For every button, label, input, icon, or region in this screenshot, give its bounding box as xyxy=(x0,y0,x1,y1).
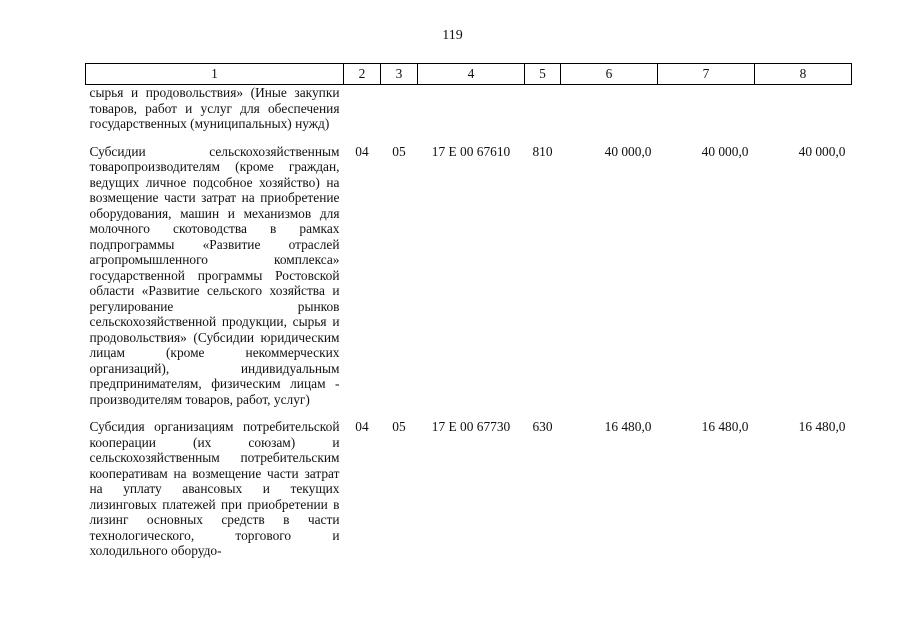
row-description: сырья и продовольствия» (Иные закупки товаров, работ и услуг для обеспечения государственных (муниципальных) нужд) xyxy=(89,85,340,131)
table-header xyxy=(86,64,852,85)
row-subsection-code xyxy=(381,85,418,138)
column-header-7: 7 xyxy=(658,64,755,85)
column-header-1: 1 xyxy=(86,64,344,85)
row-expense-type xyxy=(525,85,561,138)
budget-table xyxy=(85,63,852,565)
column-header-8: 8 xyxy=(755,64,852,85)
row-subsection-code: 05 xyxy=(392,143,406,159)
header-row xyxy=(86,64,852,85)
column-header-5: 5 xyxy=(525,64,561,85)
row-description: Субсидия организациям потребительской кооперации (их союзам) и сельскохозяйственным потребительским кооперативам на возмещение части затрат на уплату авансовых и текущих лизинговых платежей при приобретении в лизинг основных средств в части технологического, торгового и холодильного оборудо- xyxy=(89,419,340,558)
row-expense-type: 630 xyxy=(532,419,553,434)
table-body xyxy=(86,85,852,565)
page-number: 119 xyxy=(442,28,463,43)
row-amount-year3: 16 480,0 xyxy=(798,419,846,434)
row-expense-type: 810 xyxy=(532,143,553,159)
row-target-article: 17 Е 00 67730 xyxy=(431,419,511,434)
row-subsection-code: 05 xyxy=(392,419,406,434)
column-header-2: 2 xyxy=(344,64,381,85)
row-amount-year1: 40 000,0 xyxy=(604,143,652,159)
column-header-4: 4 xyxy=(418,64,525,85)
row-section-code: 04 xyxy=(355,143,369,159)
row-section-code xyxy=(344,85,381,138)
column-header-6: 6 xyxy=(561,64,658,85)
row-amount-year3 xyxy=(755,85,852,138)
table-row xyxy=(86,413,852,565)
table-row xyxy=(86,85,852,138)
column-header-3: 3 xyxy=(381,64,418,85)
row-section-code: 04 xyxy=(355,419,369,434)
row-amount-year2: 16 480,0 xyxy=(701,419,749,434)
row-amount-year1: 16 480,0 xyxy=(604,419,652,434)
row-amount-year2 xyxy=(658,85,755,138)
row-amount-year3: 40 000,0 xyxy=(798,143,846,159)
row-target-article xyxy=(418,85,525,138)
row-amount-year1 xyxy=(561,85,658,138)
row-description: Субсидии сельскохозяйственным товаропроизводителям (кроме граждан, ведущих личное подсобное хозяйство) на возмещение части затрат на приобретение оборудования, машин и механизмов для молочного скотоводства в рамках подпрограммы «Развитие отраслей агропромышленного комплекса» государственной программы Ростовской области «Развитие сельского хозяйства и регулирование рынков сельскохозяйственной продукции, сырья и продовольствия» (Субсидии юридическим лицам (кроме некоммерческих организаций), индивидуальным предпринимателям, физическим лицам - производителям товаров, работ, услуг) xyxy=(89,143,340,407)
table-row xyxy=(86,138,852,414)
row-amount-year2: 40 000,0 xyxy=(701,143,749,159)
row-target-article: 17 Е 00 67610 xyxy=(431,143,511,159)
